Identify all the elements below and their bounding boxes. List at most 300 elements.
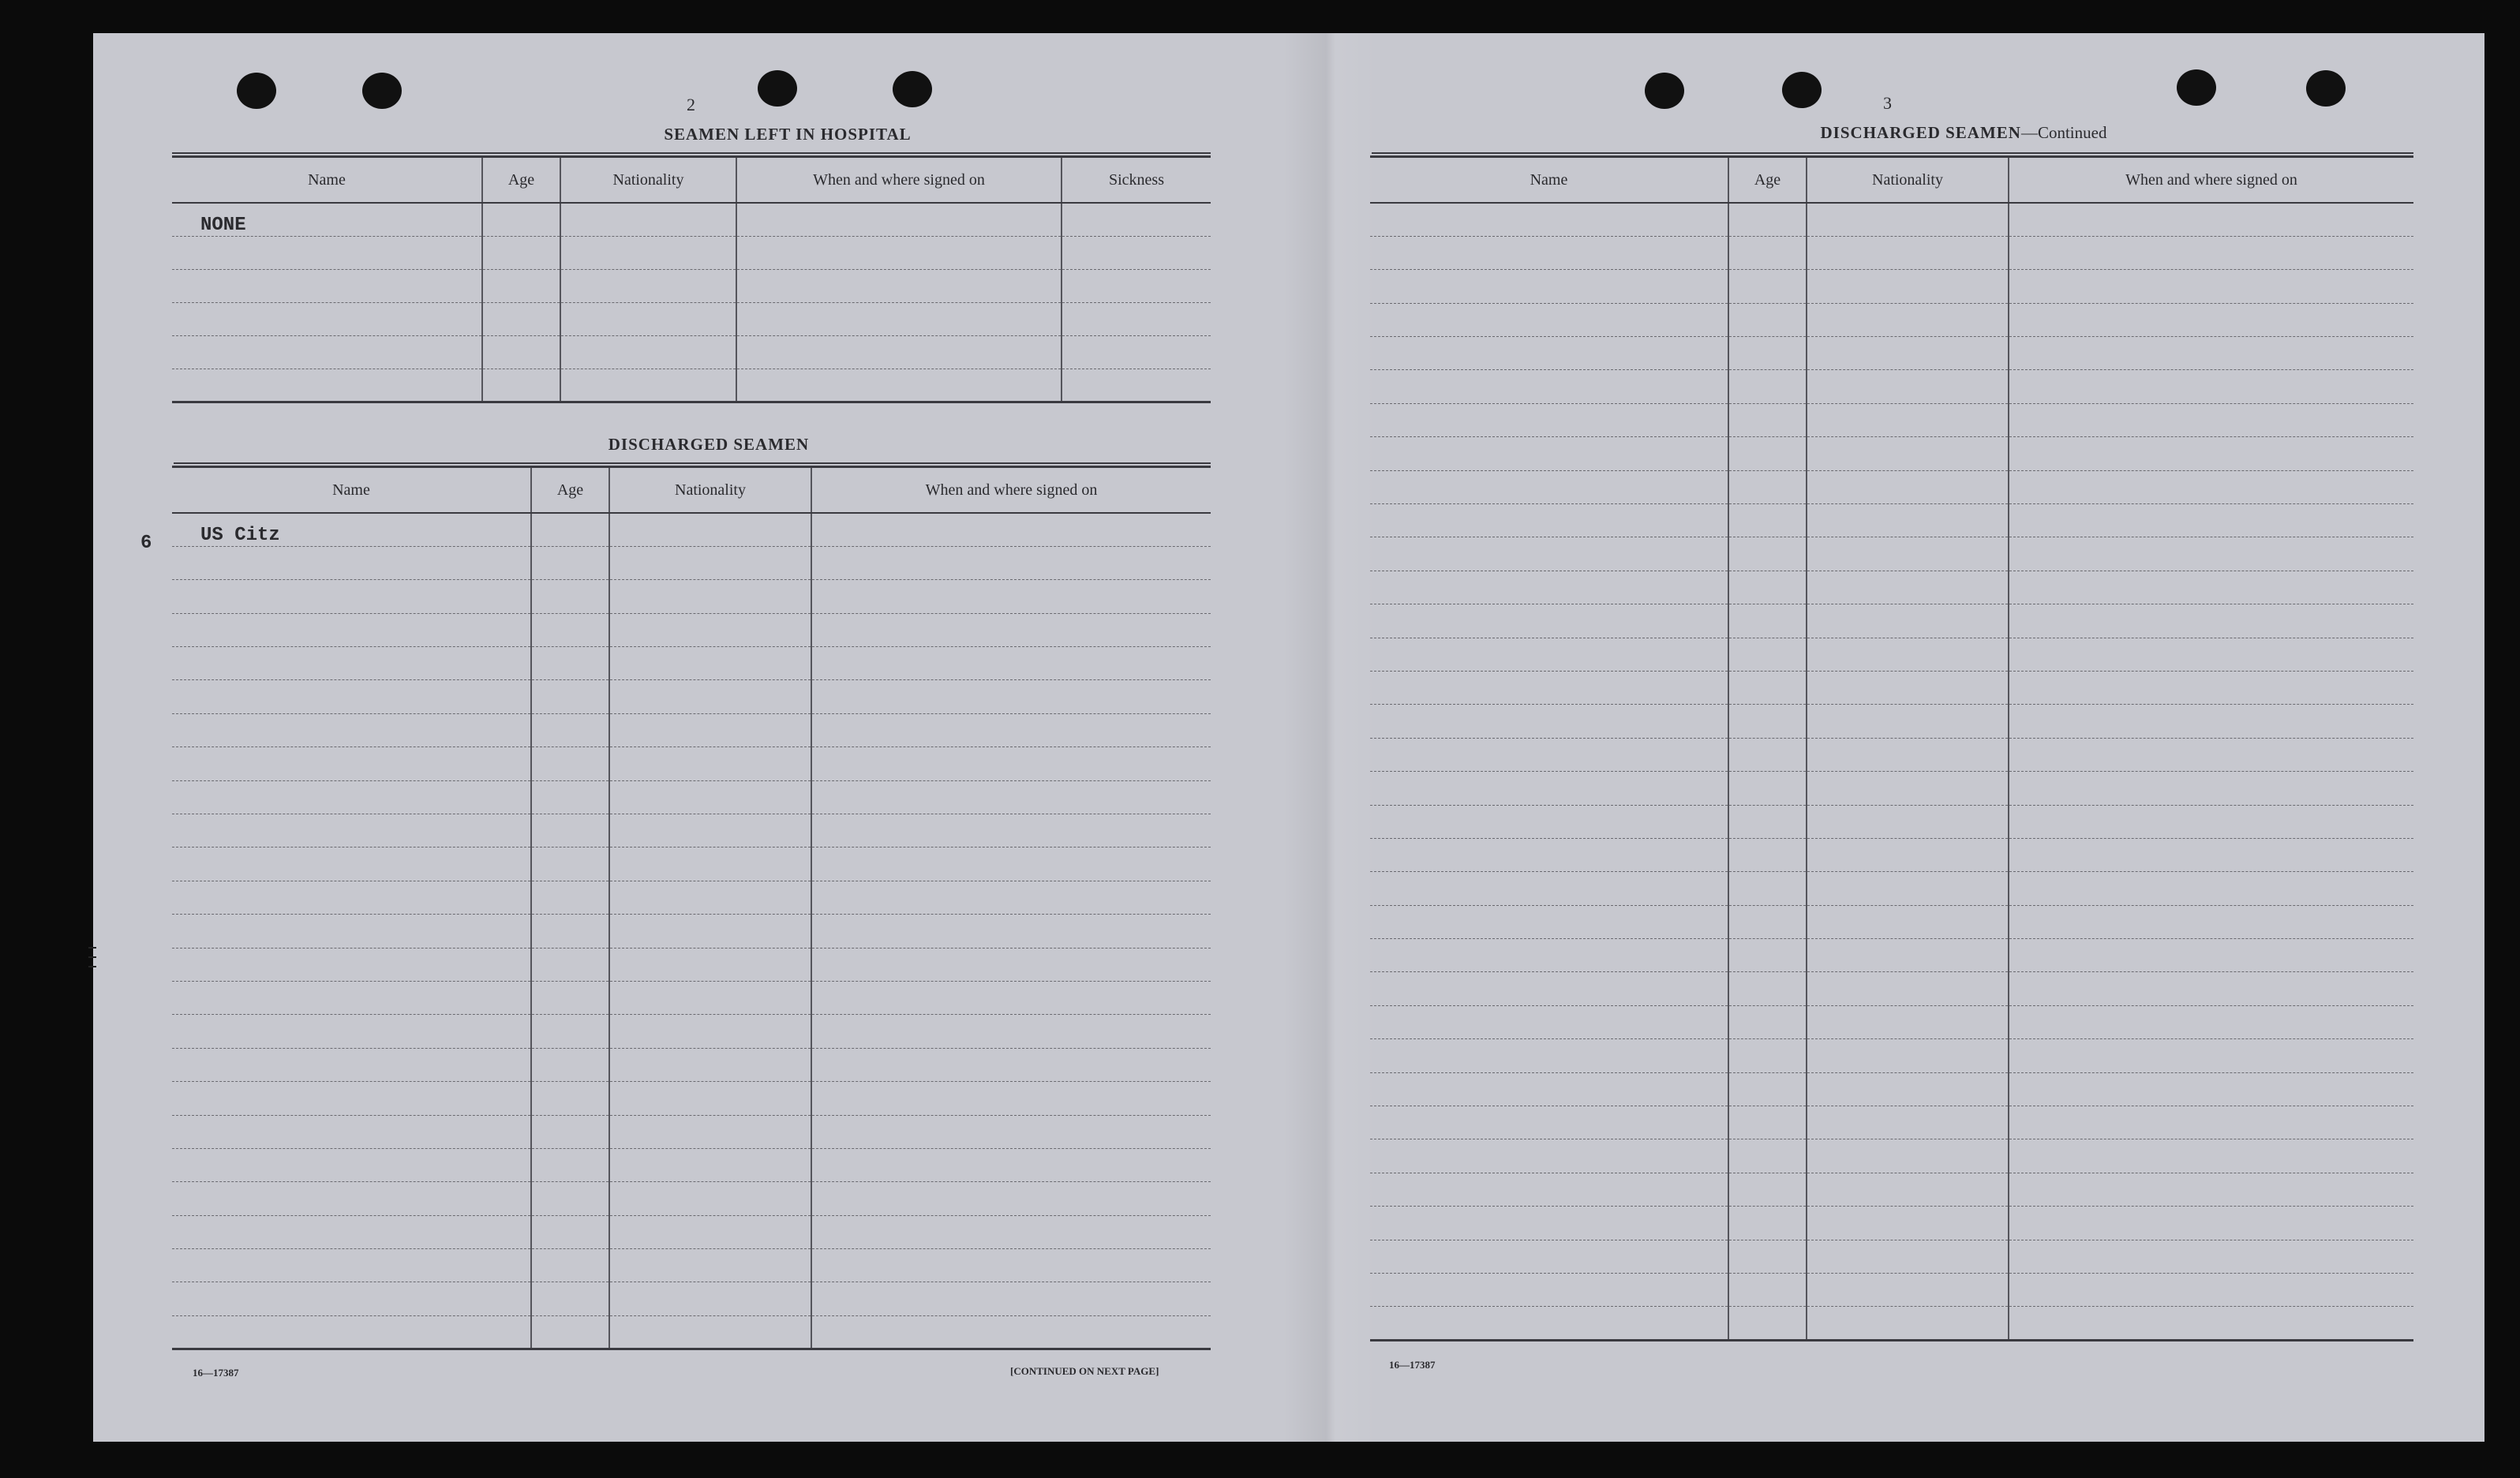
table-cell	[172, 881, 531, 914]
table-cell	[1370, 1307, 1728, 1340]
table-row	[172, 814, 1211, 848]
table-cell	[1807, 939, 2009, 972]
table-cell	[1728, 504, 1807, 537]
table-cell	[1728, 1005, 1807, 1038]
table-cell	[736, 302, 1062, 335]
table-cell	[172, 948, 531, 981]
table-cell	[609, 580, 811, 613]
table-cell	[1728, 805, 1807, 838]
table-row	[1370, 1106, 2413, 1139]
table-cell	[811, 1115, 1211, 1148]
table-cell	[2009, 571, 2413, 604]
table-row	[1370, 838, 2413, 871]
table-cell	[1728, 705, 1807, 738]
table-cell	[1807, 270, 2009, 303]
table-row	[1370, 705, 2413, 738]
table-row	[1370, 1240, 2413, 1273]
table-cell	[609, 1249, 811, 1282]
hospital-column-header: When and where signed on	[736, 157, 1062, 204]
table-cell	[1807, 504, 2009, 537]
table-row	[1370, 1173, 2413, 1206]
table-cell	[1807, 905, 2009, 938]
table-cell	[1807, 1307, 2009, 1340]
table-row	[172, 780, 1211, 814]
continued-column-header: When and where signed on	[2009, 157, 2413, 204]
table-cell	[172, 713, 531, 746]
table-cell	[1370, 370, 1728, 403]
table-cell	[811, 780, 1211, 814]
table-row	[1370, 303, 2413, 336]
table-row	[1370, 470, 2413, 503]
table-cell	[531, 546, 609, 579]
discharged-column-header: Name	[172, 467, 531, 514]
table-row	[172, 915, 1211, 948]
table-cell	[1807, 705, 2009, 738]
table-cell	[531, 647, 609, 680]
table-cell	[609, 747, 811, 780]
discharged-column-header: Age	[531, 467, 609, 514]
table-cell	[1370, 604, 1728, 638]
table-cell	[2009, 838, 2413, 871]
table-row	[172, 647, 1211, 680]
continued-column-header: Age	[1728, 157, 1807, 204]
table-cell	[1807, 638, 2009, 671]
table-row	[1370, 805, 2413, 838]
table-cell	[1370, 1039, 1728, 1072]
table-cell	[531, 948, 609, 981]
table-cell	[1807, 972, 2009, 1005]
table-cell	[1062, 236, 1211, 269]
table-cell	[2009, 604, 2413, 638]
hospital-column-header: Age	[482, 157, 560, 204]
table-cell	[811, 1315, 1211, 1349]
table-cell	[1728, 1207, 1807, 1240]
table-cell	[811, 881, 1211, 914]
table-row	[172, 680, 1211, 713]
table-cell	[811, 613, 1211, 646]
table-row	[1370, 403, 2413, 436]
table-cell	[1728, 972, 1807, 1005]
table-cell	[811, 1215, 1211, 1248]
table-cell	[172, 335, 482, 369]
table-cell	[1370, 772, 1728, 805]
table-row	[1370, 337, 2413, 370]
table-cell	[609, 613, 811, 646]
table-cell	[1807, 772, 2009, 805]
punch-hole	[2306, 70, 2346, 107]
table-cell	[1807, 470, 2009, 503]
table-cell	[811, 848, 1211, 881]
table-row	[1370, 571, 2413, 604]
table-cell	[2009, 437, 2413, 470]
table-cell	[609, 814, 811, 848]
page-fold	[1283, 33, 1378, 1442]
table-cell	[2009, 403, 2413, 436]
table-cell	[172, 369, 482, 402]
table-row	[172, 848, 1211, 881]
table-cell	[736, 369, 1062, 402]
hospital-column-header: Nationality	[560, 157, 736, 204]
table-cell	[1370, 671, 1728, 704]
table-cell	[2009, 638, 2413, 671]
discharged-column-header: When and where signed on	[811, 467, 1211, 514]
table-cell	[1728, 337, 1807, 370]
table-cell	[1370, 972, 1728, 1005]
table-cell	[2009, 337, 2413, 370]
table-cell	[531, 780, 609, 814]
table-cell	[172, 546, 531, 579]
table-row	[1370, 772, 2413, 805]
first-entry: US Citz	[172, 513, 531, 546]
table-cell	[2009, 939, 2413, 972]
table-cell	[2009, 1106, 2413, 1139]
table-cell	[2009, 772, 2413, 805]
table-cell	[609, 981, 811, 1014]
table-cell	[172, 1315, 531, 1349]
table-cell	[811, 1182, 1211, 1215]
table-cell	[2009, 1307, 2413, 1340]
table-cell	[531, 580, 609, 613]
table-cell	[2009, 1207, 2413, 1240]
table-cell	[2009, 805, 2413, 838]
table-row	[1370, 537, 2413, 571]
table-cell	[1728, 236, 1807, 269]
table-cell	[811, 1015, 1211, 1048]
table-cell	[609, 1182, 811, 1215]
table-cell	[531, 613, 609, 646]
table-cell	[1728, 604, 1807, 638]
table-cell	[811, 948, 1211, 981]
table-cell	[531, 915, 609, 948]
table-cell	[1062, 335, 1211, 369]
page-number: 2	[687, 95, 695, 114]
table-cell	[811, 647, 1211, 680]
table-cell	[2009, 303, 2413, 336]
table-row	[1370, 203, 2413, 236]
table-cell	[172, 302, 482, 335]
table-cell	[531, 513, 609, 546]
table-cell	[1370, 738, 1728, 771]
table-cell	[2009, 1173, 2413, 1206]
table-cell	[609, 1282, 811, 1315]
table-cell	[531, 848, 609, 881]
table-cell	[736, 269, 1062, 302]
table-cell	[172, 1115, 531, 1148]
table-row	[1370, 504, 2413, 537]
table-cell	[2009, 270, 2413, 303]
table-cell	[1807, 838, 2009, 871]
table-cell	[1370, 537, 1728, 571]
table-cell	[1370, 838, 1728, 871]
table-cell	[172, 1282, 531, 1315]
table-row	[172, 1015, 1211, 1048]
table-cell	[1728, 1274, 1807, 1307]
table-cell	[1807, 738, 2009, 771]
table-cell	[531, 1082, 609, 1115]
table-cell	[811, 1048, 1211, 1081]
table-row	[172, 1315, 1211, 1349]
table-cell	[531, 1249, 609, 1282]
table-cell	[482, 269, 560, 302]
table-cell	[172, 1215, 531, 1248]
table-cell	[2009, 537, 2413, 571]
table-cell	[2009, 705, 2413, 738]
table-cell	[1807, 1173, 2009, 1206]
table-cell	[531, 713, 609, 746]
table-row	[1370, 370, 2413, 403]
table-cell	[482, 302, 560, 335]
table-cell	[1807, 403, 2009, 436]
table-cell	[609, 713, 811, 746]
table-row	[172, 580, 1211, 613]
table-cell	[1370, 805, 1728, 838]
table-cell	[609, 915, 811, 948]
table-cell	[531, 1015, 609, 1048]
table-cell	[172, 1082, 531, 1115]
table-row	[1370, 236, 2413, 269]
table-cell	[1728, 905, 1807, 938]
table-cell	[531, 747, 609, 780]
table-row	[1370, 972, 2413, 1005]
table-cell	[1807, 1039, 2009, 1072]
table-cell	[531, 680, 609, 713]
punch-hole	[1645, 73, 1684, 109]
table-cell	[1728, 1106, 1807, 1139]
table-cell	[609, 1082, 811, 1115]
page-number: 3	[1883, 93, 1892, 113]
section-title-discharged: DISCHARGED SEAMEN	[608, 435, 810, 454]
table-cell	[1062, 269, 1211, 302]
table-cell	[1370, 638, 1728, 671]
table-cell	[811, 680, 1211, 713]
table-cell	[736, 335, 1062, 369]
table-cell	[531, 1182, 609, 1215]
table-cell	[2009, 1072, 2413, 1106]
table-cell	[1370, 939, 1728, 972]
table-cell	[482, 203, 560, 236]
table-row	[172, 981, 1211, 1014]
table-cell	[2009, 872, 2413, 905]
section-title-hospital: SEAMEN LEFT IN HOSPITAL	[664, 125, 912, 144]
table-row	[1370, 1139, 2413, 1173]
table-cell	[609, 1048, 811, 1081]
table-cell	[1728, 772, 1807, 805]
table-cell	[1728, 671, 1807, 704]
table-cell	[2009, 1005, 2413, 1038]
table-cell	[531, 1148, 609, 1181]
section-title-text: DISCHARGED SEAMEN	[1820, 123, 2021, 142]
table-cell	[609, 848, 811, 881]
table-cell	[811, 747, 1211, 780]
table-row	[1370, 270, 2413, 303]
discharged-continued-table	[1370, 155, 2413, 1341]
table-cell	[811, 1282, 1211, 1315]
table-cell	[2009, 504, 2413, 537]
table-cell	[1807, 236, 2009, 269]
table-cell	[811, 814, 1211, 848]
table-cell	[736, 203, 1062, 236]
punch-hole	[758, 70, 797, 107]
table-row	[172, 613, 1211, 646]
table-cell	[1370, 437, 1728, 470]
table-cell	[531, 1315, 609, 1349]
punch-hole	[362, 73, 402, 109]
table-cell	[2009, 671, 2413, 704]
table-row	[172, 1282, 1211, 1315]
table-cell	[811, 915, 1211, 948]
table-cell	[2009, 738, 2413, 771]
table-cell	[1062, 369, 1211, 402]
table-cell	[172, 848, 531, 881]
table-cell	[1370, 403, 1728, 436]
table-cell	[1728, 203, 1807, 236]
table-cell	[560, 335, 736, 369]
table-cell	[1807, 1274, 2009, 1307]
table-row	[1370, 604, 2413, 638]
table-row	[172, 369, 1211, 402]
table-cell	[1807, 571, 2009, 604]
section-title-suffix: —Continued	[2020, 123, 2107, 142]
table-cell	[609, 647, 811, 680]
table-cell	[1807, 604, 2009, 638]
table-cell	[2009, 236, 2413, 269]
table-cell	[1370, 905, 1728, 938]
table-cell	[1728, 1307, 1807, 1340]
punch-hole	[893, 71, 932, 107]
table-cell	[811, 981, 1211, 1014]
table-cell	[811, 1249, 1211, 1282]
table-row	[1370, 638, 2413, 671]
table-cell	[1807, 537, 2009, 571]
table-cell	[172, 236, 482, 269]
table-row	[172, 546, 1211, 579]
table-cell	[1728, 1139, 1807, 1173]
table-cell	[1807, 337, 2009, 370]
table-cell	[609, 948, 811, 981]
table-cell	[609, 780, 811, 814]
table-row	[1370, 671, 2413, 704]
table-cell	[172, 1048, 531, 1081]
table-cell	[2009, 203, 2413, 236]
table-cell	[1728, 939, 1807, 972]
table-cell	[1728, 738, 1807, 771]
table-cell	[1728, 1240, 1807, 1273]
table-cell	[172, 747, 531, 780]
table-cell	[560, 203, 736, 236]
table-cell	[1728, 303, 1807, 336]
form-number: 16—17387	[1389, 1359, 1436, 1371]
table-cell	[531, 1048, 609, 1081]
table-cell	[1807, 370, 2009, 403]
table-cell	[609, 513, 811, 546]
table-cell	[609, 881, 811, 914]
table-cell	[1807, 671, 2009, 704]
table-cell	[609, 546, 811, 579]
discharged-column-header: Nationality	[609, 467, 811, 514]
table-cell	[1807, 1072, 2009, 1106]
table-cell	[736, 236, 1062, 269]
table-cell	[609, 680, 811, 713]
table-cell	[1370, 1274, 1728, 1307]
table-cell	[560, 369, 736, 402]
table-cell	[2009, 470, 2413, 503]
table-cell	[811, 580, 1211, 613]
table-cell	[609, 1215, 811, 1248]
table-row	[1370, 1005, 2413, 1038]
table-cell	[172, 613, 531, 646]
table-cell	[1728, 638, 1807, 671]
table-row	[1370, 1207, 2413, 1240]
table-row	[172, 1215, 1211, 1248]
table-cell	[609, 1015, 811, 1048]
ledger-sheet	[93, 33, 2484, 1442]
table-row	[172, 948, 1211, 981]
table-row	[172, 713, 1211, 746]
table-cell	[1728, 403, 1807, 436]
table-cell	[609, 1115, 811, 1148]
table-cell: NONE	[172, 203, 482, 236]
table-cell	[560, 236, 736, 269]
punch-hole	[2177, 69, 2216, 106]
table-cell	[2009, 1139, 2413, 1173]
margin-count: 6	[140, 533, 152, 554]
table-row	[172, 1048, 1211, 1081]
table-row	[172, 1182, 1211, 1215]
table-cell	[1370, 337, 1728, 370]
table-cell	[1370, 571, 1728, 604]
table-cell	[1370, 270, 1728, 303]
table-cell	[1370, 1173, 1728, 1206]
table-cell	[172, 780, 531, 814]
table-cell	[172, 269, 482, 302]
table-cell	[1370, 1139, 1728, 1173]
table-cell	[172, 915, 531, 948]
table-cell	[1728, 838, 1807, 871]
table-cell	[1370, 303, 1728, 336]
table-cell	[2009, 370, 2413, 403]
table-cell	[1370, 1240, 1728, 1273]
form-number: 16—17387	[193, 1367, 239, 1379]
table-cell	[1728, 571, 1807, 604]
table-cell	[531, 981, 609, 1014]
table-cell	[2009, 1274, 2413, 1307]
table-row	[1370, 1274, 2413, 1307]
table-cell	[531, 814, 609, 848]
table-cell	[1807, 203, 2009, 236]
table-cell	[172, 580, 531, 613]
hospital-table	[172, 155, 1211, 403]
table-cell	[1807, 1207, 2009, 1240]
table-row	[1370, 1039, 2413, 1072]
table-cell	[1728, 1072, 1807, 1106]
table-cell	[1728, 370, 1807, 403]
table-row	[172, 302, 1211, 335]
table-row	[172, 1082, 1211, 1115]
table-cell	[811, 1082, 1211, 1115]
table-row	[1370, 939, 2413, 972]
table-cell	[1370, 705, 1728, 738]
table-cell	[1370, 236, 1728, 269]
table-cell	[1370, 1005, 1728, 1038]
table-cell	[1370, 470, 1728, 503]
table-cell	[1062, 302, 1211, 335]
table-cell	[482, 236, 560, 269]
table-row	[1370, 437, 2413, 470]
table-cell	[172, 1148, 531, 1181]
table-cell	[2009, 972, 2413, 1005]
table-row	[1370, 905, 2413, 938]
table-row	[1370, 738, 2413, 771]
